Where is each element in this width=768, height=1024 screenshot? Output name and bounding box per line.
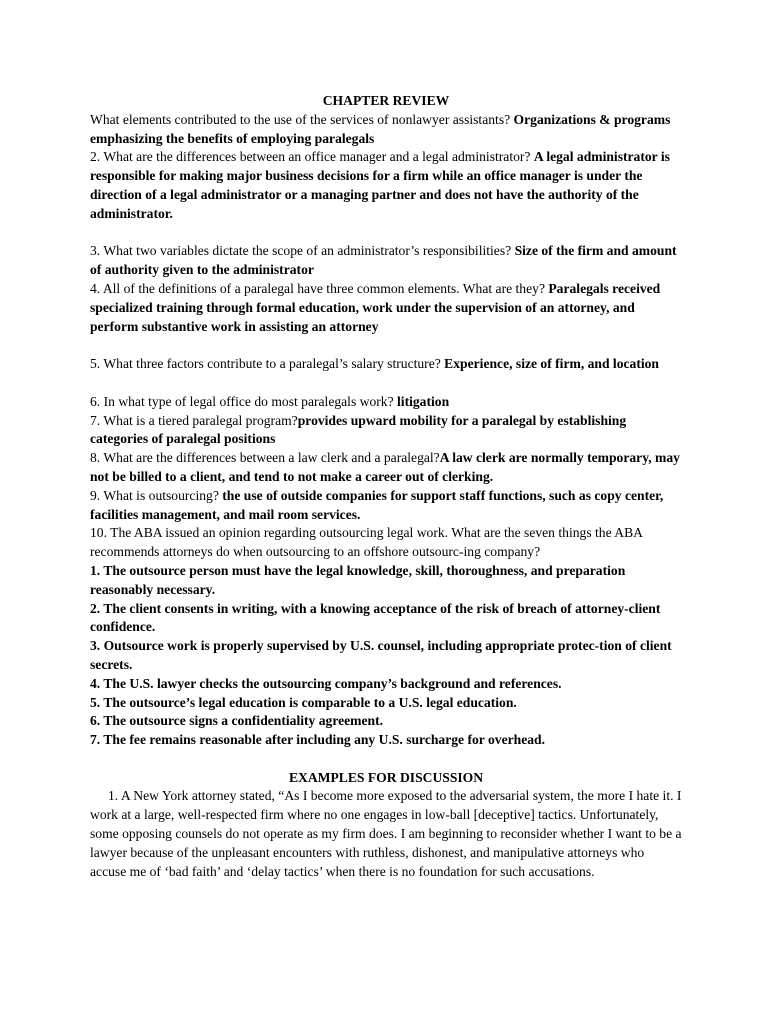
review-item-3 — [90, 242, 682, 280]
review-answer: litigation — [397, 393, 450, 409]
review-item-7 — [90, 412, 682, 450]
blank-line — [90, 374, 682, 393]
review-question: 7. What is a tiered paralegal program? — [90, 412, 298, 428]
review-answer: Experience, size of firm, and location — [444, 356, 659, 372]
review-answer: the use of outside companies for support staff functions, such as copy center, facilities management, and mail room services. — [90, 487, 664, 522]
review-question: 9. What is outsourcing? — [90, 487, 223, 503]
review-answer: Organizations & programs emphasizing the benefits of employing paralegals — [90, 111, 671, 146]
review-question: 6. In what type of legal office do most paralegals work? — [90, 393, 398, 409]
review-item-9 — [90, 487, 682, 525]
review-question: 3. What two variables dictate the scope of an administrator’s responsibilities? — [90, 243, 515, 259]
review-item-4 — [90, 280, 682, 336]
review-item-6 — [90, 393, 682, 412]
aba-list-item-2: 2. The client consents in writing, with a knowing acceptance of the risk of breach of attorney-client confidence. — [90, 600, 661, 635]
examples-heading: EXAMPLES FOR DISCUSSION — [288, 769, 484, 785]
review-question: 5. What three factors contribute to a paralegal’s salary structure? — [90, 356, 445, 372]
aba-list-item-5: 5. The outsource’s legal education is comparable to a U.S. legal education. — [90, 694, 517, 710]
chapter-review-heading: CHAPTER REVIEW — [322, 93, 450, 108]
review-question: 2. What are the differences between an office manager and a legal administrator? — [90, 149, 534, 165]
discussion-paragraph-1: 1. A New York attorney stated, “As I become more exposed to the adversarial system, the more I hate it. I work at a large, well-respected firm where no one engages in low-ball [deceptive] tactics. Unfortunately, some opposing counsels do not operate as my firm does. I am beginning to reconsider whether I want to be a lawyer because of the unpleasant encounters with ruthless, dishonest, and manipulative attorneys who accuse me of ‘bad faith’ and ‘delay tactics’ when there is no foundation for such accusations. — [90, 788, 682, 879]
review-question: 4. All of the definitions of a paralegal have three common elements. What are they? — [90, 280, 549, 296]
blank-line — [90, 336, 682, 355]
aba-list-item-3: 3. Outsource work is properly supervised by U.S. counsel, including appropriate protec-tion of client secrets. — [90, 638, 672, 672]
review-answer: provides upward mobility for a paralegal by establishing categories of paralegal positions — [90, 412, 627, 447]
review-answer: Size of the firm and amount of authority given to the administrator — [90, 243, 677, 278]
review-answer: A law clerk are normally temporary, may not be billed to a client, and tend to not make a career out of clerking. — [90, 450, 680, 484]
review-answer: A legal administrator is responsible for making major business decisions for a firm while an office manager is under the direction of a legal administrator or a managing partner and does not have the authority of the administrator. — [90, 149, 670, 221]
aba-list-item-6: 6. The outsource signs a confidentiality agreement. — [90, 713, 384, 729]
review-item-2 — [90, 148, 682, 223]
review-answer: Paralegals received specialized training through formal education, work under the supervision of an attorney, and perform substantive work in assisting an attorney — [90, 280, 661, 334]
review-item-5 — [90, 355, 682, 374]
blank-line — [90, 750, 682, 769]
review-question: 8. What are the differences between a law clerk and a paralegal? — [90, 450, 440, 466]
document-page — [90, 92, 682, 881]
aba-list-item-1: 1. The outsource person must have the legal knowledge, skill, thoroughness, and preparation reasonably necessary. — [90, 562, 626, 597]
aba-list-item-4: 4. The U.S. lawyer checks the outsourcing company’s background and references. — [90, 675, 562, 691]
review-item-10 — [90, 524, 682, 562]
aba-list-item-7: 7. The fee remains reasonable after including any U.S. surcharge for overhead. — [90, 732, 546, 748]
review-question: What elements contributed to the use of the services of nonlawyer assistants? — [90, 111, 514, 127]
review-item-8 — [90, 449, 682, 487]
review-item-1 — [90, 111, 682, 149]
review-question: 10. The ABA issued an opinion regarding outsourcing legal work. What are the seven things the ABA recommends attorneys do when outsourcing to an offshore outsourc-ing company? — [90, 525, 643, 560]
blank-line — [90, 224, 682, 243]
